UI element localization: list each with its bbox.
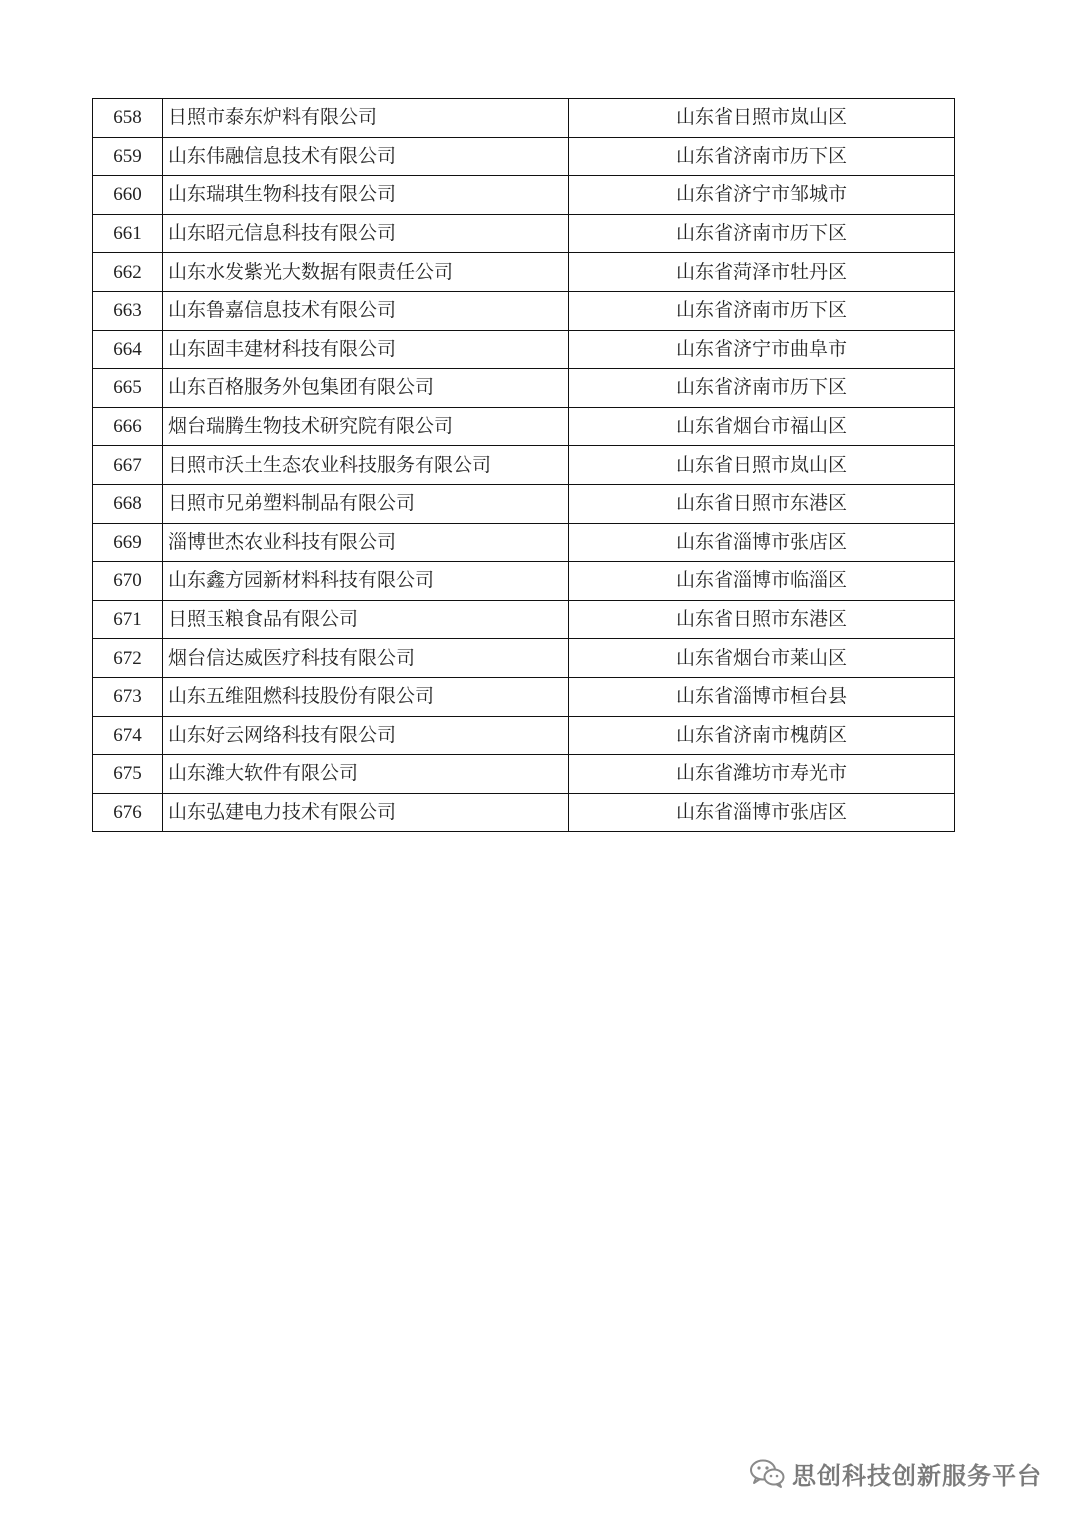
watermark-text: 思创科技创新服务平台 [792,1461,1042,1490]
company-region: 山东省济宁市曲阜市 [569,330,955,369]
company-region: 山东省济南市历下区 [569,291,955,330]
table-row [93,330,955,369]
row-number: 668 [93,484,163,523]
company-region: 山东省日照市东港区 [569,600,955,639]
table-body [93,99,955,832]
row-number: 667 [93,446,163,485]
wechat-icon [748,1457,786,1489]
table-row [93,253,955,292]
company-name: 山东伟融信息技术有限公司 [163,137,569,176]
row-number: 662 [93,253,163,292]
table-row [93,407,955,446]
company-name: 山东潍大软件有限公司 [163,755,569,794]
company-name: 山东弘建电力技术有限公司 [163,793,569,832]
company-region: 山东省菏泽市牡丹区 [569,253,955,292]
table-row [93,369,955,408]
row-number: 675 [93,755,163,794]
company-name: 山东固丰建材科技有限公司 [163,330,569,369]
table-row [93,523,955,562]
row-number: 673 [93,677,163,716]
row-number: 664 [93,330,163,369]
row-number: 661 [93,214,163,253]
table-row [93,755,955,794]
table-row [93,677,955,716]
table-row [93,639,955,678]
company-name: 烟台瑞腾生物技术研究院有限公司 [163,407,569,446]
company-name: 山东鲁嘉信息技术有限公司 [163,291,569,330]
company-name: 山东瑞琪生物科技有限公司 [163,176,569,215]
watermark [748,1455,1042,1491]
company-region: 山东省济南市历下区 [569,214,955,253]
company-region: 山东省日照市岚山区 [569,446,955,485]
table-row [93,99,955,138]
company-name: 日照市沃土生态农业科技服务有限公司 [163,446,569,485]
company-name: 山东百格服务外包集团有限公司 [163,369,569,408]
company-name: 山东鑫方园新材料科技有限公司 [163,562,569,601]
row-number: 665 [93,369,163,408]
row-number: 663 [93,291,163,330]
company-name: 淄博世杰农业科技有限公司 [163,523,569,562]
row-number: 659 [93,137,163,176]
company-region: 山东省济南市槐荫区 [569,716,955,755]
table-row [93,446,955,485]
table-row [93,484,955,523]
table-row [93,291,955,330]
row-number: 669 [93,523,163,562]
row-number: 660 [93,176,163,215]
row-number: 671 [93,600,163,639]
table-row [93,214,955,253]
table-row [93,716,955,755]
company-name: 山东水发紫光大数据有限责任公司 [163,253,569,292]
row-number: 676 [93,793,163,832]
row-number: 666 [93,407,163,446]
company-region: 山东省烟台市福山区 [569,407,955,446]
company-name: 日照市泰东炉料有限公司 [163,99,569,138]
company-name: 烟台信达威医疗科技有限公司 [163,639,569,678]
company-name: 日照市兄弟塑料制品有限公司 [163,484,569,523]
company-region: 山东省济宁市邹城市 [569,176,955,215]
company-region: 山东省淄博市张店区 [569,793,955,832]
company-name: 山东五维阻燃科技股份有限公司 [163,677,569,716]
row-number: 658 [93,99,163,138]
table-row [93,793,955,832]
row-number: 674 [93,716,163,755]
table-row [93,562,955,601]
table-row [93,600,955,639]
company-name: 山东昭元信息科技有限公司 [163,214,569,253]
company-region: 山东省潍坊市寿光市 [569,755,955,794]
company-table [92,98,955,832]
company-name: 日照玉粮食品有限公司 [163,600,569,639]
company-region: 山东省日照市岚山区 [569,99,955,138]
company-region: 山东省淄博市张店区 [569,523,955,562]
company-region: 山东省济南市历下区 [569,137,955,176]
company-region: 山东省淄博市临淄区 [569,562,955,601]
company-region: 山东省烟台市莱山区 [569,639,955,678]
row-number: 672 [93,639,163,678]
company-region: 山东省日照市东港区 [569,484,955,523]
row-number: 670 [93,562,163,601]
company-region: 山东省济南市历下区 [569,369,955,408]
company-name: 山东好云网络科技有限公司 [163,716,569,755]
table-row [93,176,955,215]
company-region: 山东省淄博市桓台县 [569,677,955,716]
table-row [93,137,955,176]
